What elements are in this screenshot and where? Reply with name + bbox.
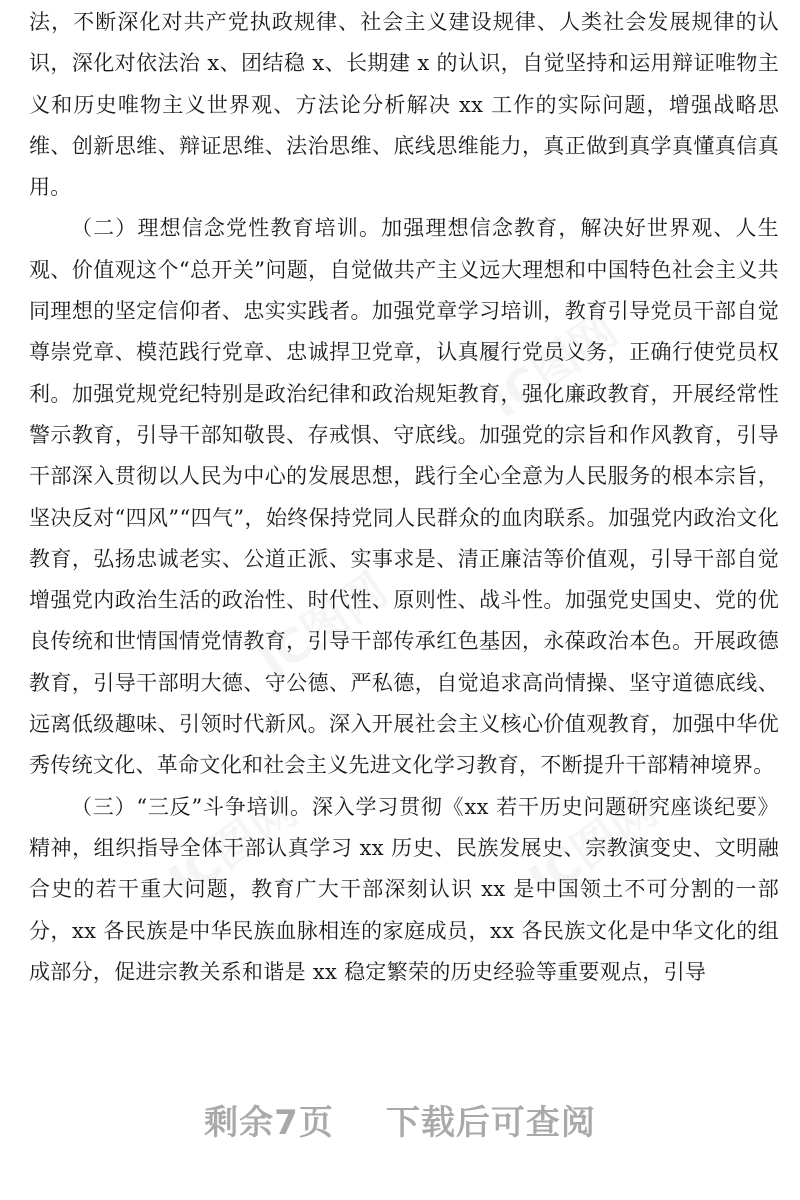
paragraph-3: （三）“三反”斗争培训。深入学习贯彻《xx 若干历史问题研究座谈纪要》精神，组织指导全体干部认真学习 xx 历史、民族发展史、宗教演变史、文明融合史的若干重大问题，教育广大干部深刻认识 xx 是中国领土不可分割的一部分，xx 各民族是中华民族血脉相连的家庭成员，xx 各民族文化是中华文化的组成部分，促进宗教关系和谐是 xx 稳定繁荣的历史经验等重要观点，引导: [29, 794, 779, 984]
paragraph-1: 法，不断深化对共产党执政规律、社会主义建设规律、人类社会发展规律的认识，深化对依法治 x、团结稳 x、长期建 x 的认识，自觉坚持和运用辩证唯物主义和历史唯物主义世界观、方法论分析解决 xx 工作的实际问题，增强战略思维、创新思维、辩证思维、法治思维、底线思维能力，真正做到真学真懂真信真用。: [29, 10, 779, 200]
watermark: IC图网: [479, 302, 628, 429]
watermark: IC图网: [519, 782, 668, 909]
watermark: IC图网: [159, 782, 308, 909]
remaining-pages-label: 剩余7页: [204, 1103, 334, 1143]
watermark: IC图网: [249, 562, 398, 689]
download-banner[interactable]: [0, 1095, 800, 1144]
document-body: [29, 2, 779, 993]
download-hint-label: 下载后可查阅: [385, 1103, 596, 1143]
paragraph-2: （二）理想信念党性教育培训。加强理想信念教育，解决好世界观、人生观、价值观这个“总开关”问题，自觉做共产主义远大理想和中国特色社会主义共同理想的坚定信仰者、忠实实践者。加强党章学习培训，教育引导党员干部自觉尊崇党章、模范践行党章、忠诚捍卫党章，认真履行党员义务，正确行使党员权利。加强党规党纪特别是政治纪律和政治规矩教育，强化廉政教育，开展经常性警示教育，引导干部知敬畏、存戒惧、守底线。加强党的宗旨和作风教育，引导干部深入贯彻以人民为中心的发展思想，践行全心全意为人民服务的根本宗旨，坚决反对“四风”“四气”，始终保持党同人民群众的血肉联系。加强党内政治文化教育，弘扬忠诚老实、公道正派、实事求是、清正廉洁等价值观，引导干部自觉增强党内政治生活的政治性、时代性、原则性、战斗性。加强党史国史、党的优良传统和世情国情党情教育，引导干部传承红色基因，永葆政治本色。开展政德教育，引导干部明大德、守公德、严私德，自觉追求高尚情操、坚守道德底线、远离低级趣味、引领时代新风。深入开展社会主义核心价值观教育，加强中华优秀传统文化、革命文化和社会主义先进文化学习教育，不断提升干部精神境界。: [29, 216, 779, 778]
